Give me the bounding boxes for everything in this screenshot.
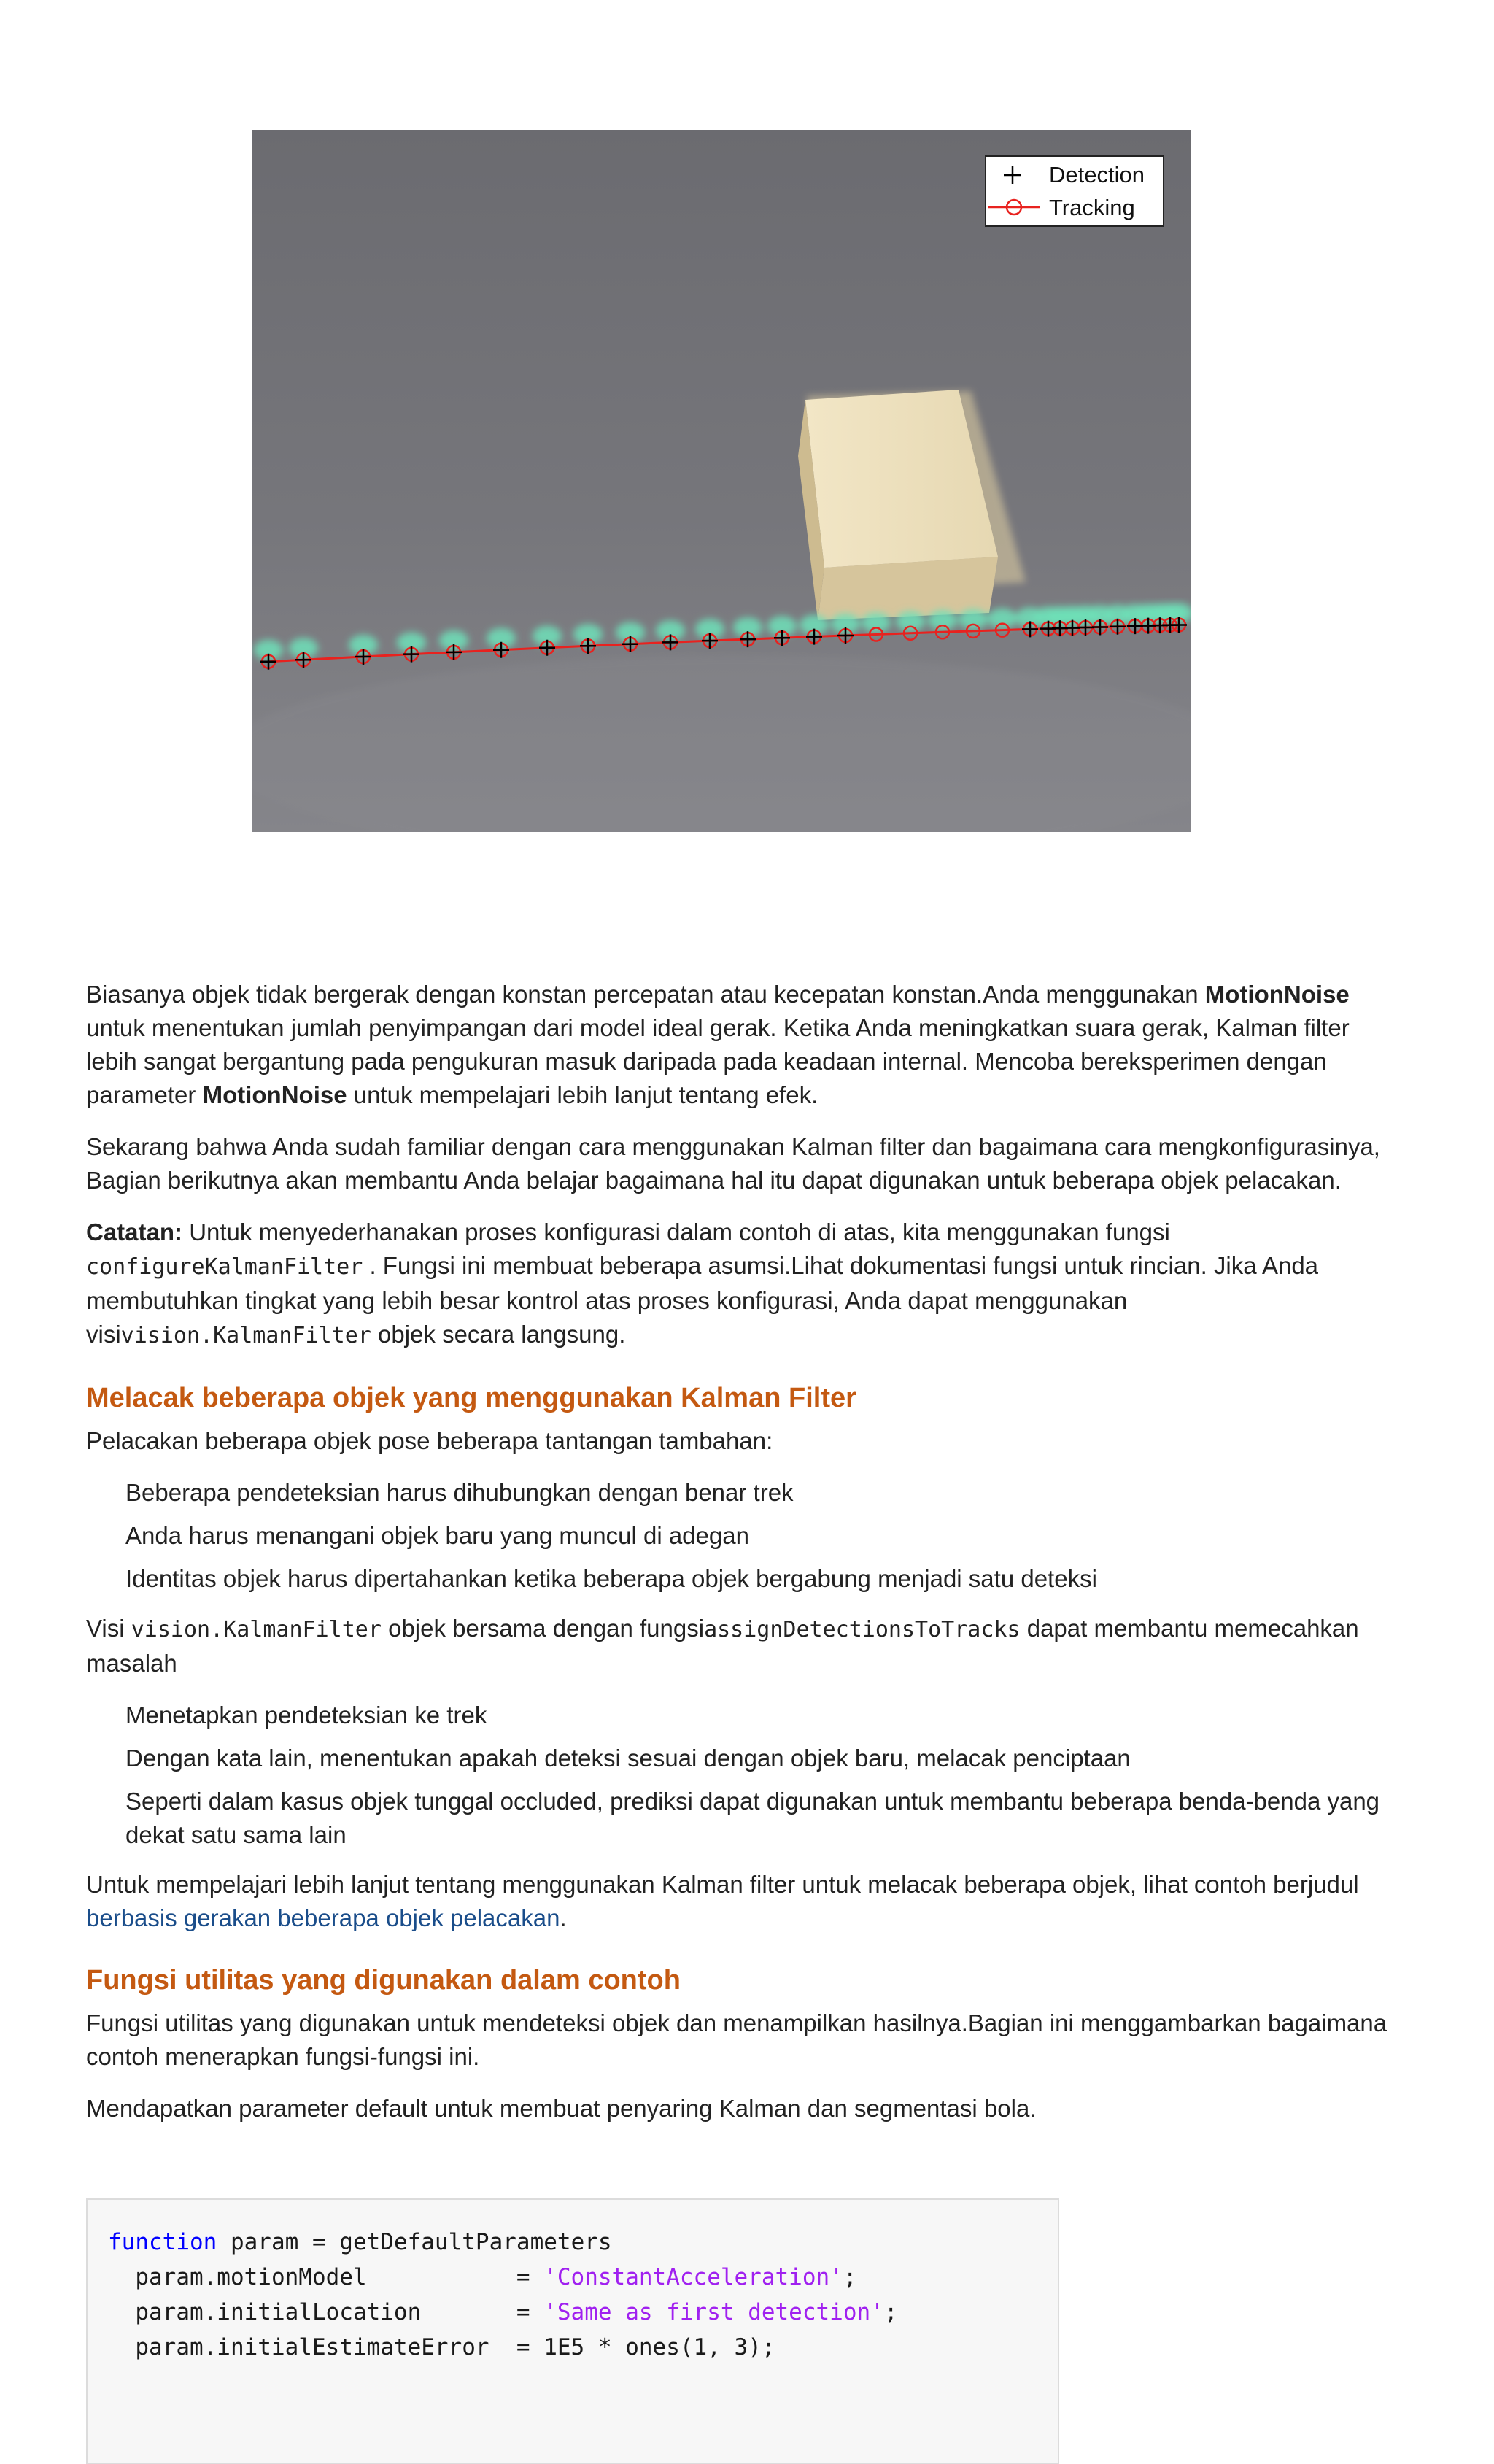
inline-code: vision.KalmanFilter	[131, 1617, 382, 1642]
code-string: 'Same as first detection'	[543, 2299, 884, 2325]
text-span: Visi	[86, 1615, 131, 1642]
inline-code: assignDetectionsToTracks	[704, 1617, 1021, 1642]
list-item: Identitas objek harus dipertahankan ketika beberapa objek bergabung menjadi satu deteksi	[125, 1565, 1097, 1592]
paragraph-note	[86, 1216, 1406, 1353]
code-text: param.initialEstimateError = 1E5 * ones(1, 3);	[108, 2334, 775, 2360]
paragraph-intro-multi: Sekarang bahwa Anda sudah familiar dengan cara menggunakan Kalman filter dan bagaimana cara mengkonfigurasinya, Bagian berikutnya akan membantu Anda belajar bagaimana hal itu dapat digunakan untuk beberapa objek pelacakan.	[86, 1133, 1380, 1194]
code-string: 'ConstantAcceleration'	[543, 2264, 843, 2290]
multi-object-tracking-link[interactable]: berbasis gerakan beberapa objek pelacakan	[86, 1904, 560, 1931]
code-text: param.motionModel =	[108, 2264, 544, 2290]
text-span: Untuk mempelajari lebih lanjut tentang menggunakan Kalman filter untuk melacak beberapa objek, lihat contoh berjudul	[86, 1871, 1359, 1898]
code-text: param = getDefaultParameters	[217, 2229, 612, 2255]
tracking-figure-svg	[252, 130, 1191, 832]
ball-blur	[896, 611, 925, 632]
challenges-list	[86, 1476, 1406, 1596]
list-item: Dengan kata lain, menentukan apakah deteksi sesuai dengan objek baru, melacak penciptaan	[125, 1745, 1131, 1772]
text-span: . Fungsi ini membuat beberapa asumsi.Lihat dokumentasi fungsi untuk rincian. Jika Anda membutuhkan tingkat yang lebih besar kontrol atas proses konfigurasi, Anda dapat menggunakan visi	[86, 1252, 1319, 1348]
motion-noise-term: MotionNoise	[202, 1081, 347, 1108]
ball-blur	[928, 610, 957, 630]
ball-blur	[988, 609, 1017, 629]
code-text: ;	[883, 2299, 898, 2325]
list-item: Menetapkan pendeteksian ke trek	[125, 1702, 487, 1729]
ball-blur	[862, 612, 891, 633]
code-text: ;	[843, 2264, 857, 2290]
inline-code: configureKalmanFilter	[86, 1254, 363, 1280]
legend-tracking-label: Tracking	[1049, 195, 1135, 220]
text-span: untuk mempelajari lebih lanjut tentang efek.	[347, 1081, 818, 1108]
code-keyword: function	[108, 2229, 217, 2255]
solutions-list	[86, 1699, 1406, 1852]
motion-noise-term: MotionNoise	[1204, 981, 1350, 1008]
text-span: Untuk menyederhanakan proses konfigurasi dalam contoh di atas, kita menggunakan fungsi	[182, 1219, 1170, 1245]
inline-code: vision.KalmanFilter	[120, 1323, 371, 1348]
text-span: .	[560, 1904, 567, 1931]
text-span: dapat membantu memecahkan masalah	[86, 1615, 1359, 1677]
text-span: objek bersama dengan fungsi	[381, 1615, 705, 1642]
section-heading-multi-object: Melacak beberapa objek yang menggunakan Kalman Filter	[86, 1383, 856, 1413]
text-span: objek secara langsung.	[371, 1321, 626, 1348]
paragraph-default-params: Mendapatkan parameter default untuk membuat penyaring Kalman dan segmentasi bola.	[86, 2095, 1037, 2122]
code-text: param.initialLocation =	[108, 2299, 544, 2325]
paragraph-vision-kalman	[86, 1612, 1406, 1680]
text-span: untuk menentukan jumlah penyimpangan dari model ideal gerak. Ketika Anda meningkatkan suara gerak, Kalman filter lebih sangat bergantung pada pengukuran masuk daripada pada keadaan internal. Mencoba bereksperimen dengan parameter	[86, 1014, 1350, 1108]
paragraph-learn-more	[86, 1868, 1406, 1935]
paragraph-motion-noise	[86, 978, 1406, 1112]
tracking-figure	[252, 130, 1191, 832]
list-item: Seperti dalam kasus objek tunggal occluded, prediksi dapat digunakan untuk membantu beberapa benda-benda yang dekat satu sama lain	[125, 1788, 1380, 1848]
paragraph-challenges: Pelacakan beberapa objek pose beberapa tantangan tambahan:	[86, 1427, 773, 1454]
document-body	[86, 978, 1406, 2144]
list-item: Anda harus menangani objek baru yang muncul di adegan	[125, 1522, 749, 1549]
note-label: Catatan:	[86, 1219, 183, 1245]
legend-detection-label: Detection	[1049, 162, 1145, 188]
figure-legend	[986, 156, 1164, 226]
code-block	[86, 2198, 1059, 2464]
section-heading-utility-functions: Fungsi utilitas yang digunakan dalam contoh	[86, 1965, 681, 1996]
list-item: Beberapa pendeteksian harus dihubungkan dengan benar trek	[125, 1479, 794, 1506]
paragraph-utility-intro: Fungsi utilitas yang digunakan untuk mendeteksi objek dan menampilkan hasilnya.Bagian ini menggambarkan bagaimana contoh menerapkan fungsi-fungsi ini.	[86, 2009, 1387, 2070]
text-span: Biasanya objek tidak bergerak dengan konstan percepatan atau kecepatan konstan.Anda menggunakan	[86, 981, 1205, 1008]
ball-blur	[959, 609, 988, 630]
